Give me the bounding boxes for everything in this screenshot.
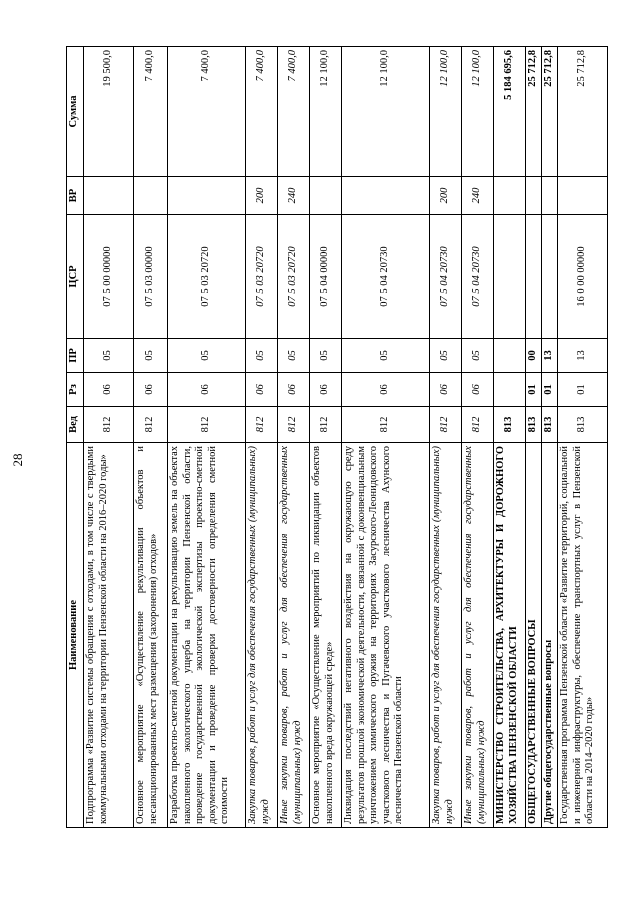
row-name: Основное мероприятие «Осуществление рекультивации объектов и несанкционированных мест размещения (захоронения) отходов» [134, 443, 168, 828]
header-row [67, 47, 84, 828]
header-csr: ЦСР [67, 215, 84, 339]
row-csr: 07 5 04 00000 [310, 215, 342, 339]
row-name: Подпрограмма «Развитие системы обращения с отходами, в том числе с твердыми коммунальными отходами на территории Пензенской области на 2016–2020 годы» [84, 443, 134, 828]
table-row [430, 47, 462, 828]
row-sum: 5 184 695,6 [494, 47, 526, 177]
row-sum: 25 712,8 [542, 47, 558, 177]
row-ved: 813 [542, 407, 558, 443]
table-row [494, 47, 526, 828]
table-row [526, 47, 542, 828]
row-ved: 812 [134, 407, 168, 443]
row-vr: 200 [246, 177, 278, 215]
row-name: Разработка проектно-сметной документации на рекультивацию земель на объектах накопленного экологического ущерба на территории Пензенской области, проведение государственной экологической экспертизы проектно-сметной документации и проведение проверки достоверности определения сметной стоимости [168, 443, 246, 828]
row-csr [542, 215, 558, 339]
row-rz: 01 [558, 373, 608, 407]
table-row [542, 47, 558, 828]
row-vr [558, 177, 608, 215]
row-name: Закупка товаров, работ и услуг для обеспечения государственных (муниципальных) нужд [246, 443, 278, 828]
row-sum: 25 712,8 [526, 47, 542, 177]
header-name: Наименование [67, 443, 84, 828]
table-row [134, 47, 168, 828]
page-number: 28 [10, 453, 25, 467]
header-ved: Вед [67, 407, 84, 443]
row-rz: 01 [542, 373, 558, 407]
row-ved: 812 [310, 407, 342, 443]
row-pr: 05 [342, 339, 430, 373]
table-row [310, 47, 342, 828]
row-csr [494, 215, 526, 339]
row-ved: 812 [342, 407, 430, 443]
row-csr: 07 5 04 20730 [430, 215, 462, 339]
table-row [84, 47, 134, 828]
row-rz: 06 [430, 373, 462, 407]
row-pr: 05 [310, 339, 342, 373]
row-vr [494, 177, 526, 215]
row-csr: 07 5 04 20730 [462, 215, 494, 339]
table-row [462, 47, 494, 828]
row-vr [134, 177, 168, 215]
header-vr: ВР [67, 177, 84, 215]
row-rz [494, 373, 526, 407]
row-pr: 05 [84, 339, 134, 373]
row-name: Основное мероприятие «Осуществление мероприятий по ликвидации объектов накопленного вреда окружающей среде» [310, 443, 342, 828]
row-sum: 12 100,0 [462, 47, 494, 177]
row-pr: 05 [134, 339, 168, 373]
row-csr [526, 215, 542, 339]
row-rz: 06 [84, 373, 134, 407]
row-csr: 07 5 00 00000 [84, 215, 134, 339]
row-sum: 12 100,0 [430, 47, 462, 177]
row-rz: 06 [342, 373, 430, 407]
row-ved: 812 [246, 407, 278, 443]
row-ved: 812 [462, 407, 494, 443]
header-rz: Рз [67, 373, 84, 407]
row-vr [310, 177, 342, 215]
row-pr: 05 [462, 339, 494, 373]
row-ved: 813 [494, 407, 526, 443]
row-sum: 7 400,0 [278, 47, 310, 177]
row-name: Закупка товаров, работ и услуг для обеспечения государственных (муниципальных) нужд [430, 443, 462, 828]
row-ved: 813 [526, 407, 542, 443]
rotated-table-container [66, 47, 595, 828]
row-csr: 16 0 00 00000 [558, 215, 608, 339]
row-sum: 7 400,0 [246, 47, 278, 177]
row-ved: 812 [168, 407, 246, 443]
row-vr [342, 177, 430, 215]
table-row [278, 47, 310, 828]
row-name: МИНИСТЕРСТВО СТРОИТЕЛЬСТВА, АРХИТЕКТУРЫ И ДОРОЖНОГО ХОЗЯЙСТВА ПЕНЗЕНСКОЙ ОБЛАСТИ [494, 443, 526, 828]
header-sum: Сумма [67, 47, 84, 177]
row-sum: 12 100,0 [310, 47, 342, 177]
row-pr: 00 [526, 339, 542, 373]
row-csr: 07 5 04 20730 [342, 215, 430, 339]
table-row [558, 47, 608, 828]
row-ved: 812 [84, 407, 134, 443]
row-vr [84, 177, 134, 215]
row-pr: 05 [246, 339, 278, 373]
row-name: Иные закупки товаров, работ и услуг для обеспечения государственных (муниципальных) нужд [278, 443, 310, 828]
table-row [246, 47, 278, 828]
row-vr [542, 177, 558, 215]
row-vr [168, 177, 246, 215]
row-vr [526, 177, 542, 215]
table-row [342, 47, 430, 828]
row-sum: 7 400,0 [134, 47, 168, 177]
row-ved: 812 [430, 407, 462, 443]
header-pr: ПР [67, 339, 84, 373]
row-name: ОБЩЕГОСУДАРСТВЕННЫЕ ВОПРОСЫ [526, 443, 542, 828]
row-rz: 06 [246, 373, 278, 407]
row-vr: 240 [278, 177, 310, 215]
row-pr: 13 [558, 339, 608, 373]
row-vr: 240 [462, 177, 494, 215]
row-csr: 07 5 03 20720 [246, 215, 278, 339]
row-ved: 813 [558, 407, 608, 443]
row-csr: 07 5 03 00000 [134, 215, 168, 339]
row-sum: 25 712,8 [558, 47, 608, 177]
row-pr [494, 339, 526, 373]
row-sum: 12 100,0 [342, 47, 430, 177]
row-name: Ликвидация последствий негативного воздействия на окружающую среду результатов прошлой экономической деятельности, связанной с доконвенциальным уничтожением химического оружия на территориях Засурского-Леонидовского участкового лесничества и Пугачевского участкового лесничества Ахунского лесничества Пензенской области [342, 443, 430, 828]
row-sum: 19 500,0 [84, 47, 134, 177]
row-vr: 200 [430, 177, 462, 215]
row-pr: 13 [542, 339, 558, 373]
row-rz: 06 [462, 373, 494, 407]
row-rz: 06 [278, 373, 310, 407]
row-rz: 06 [168, 373, 246, 407]
row-sum: 7 400,0 [168, 47, 246, 177]
row-rz: 01 [526, 373, 542, 407]
row-rz: 06 [134, 373, 168, 407]
row-name: Другие общегосударственные вопросы [542, 443, 558, 828]
row-name: Иные закупки товаров, работ и услуг для обеспечения государственных (муниципальных) нужд [462, 443, 494, 828]
row-csr: 07 5 03 20720 [168, 215, 246, 339]
row-pr: 05 [430, 339, 462, 373]
row-ved: 812 [278, 407, 310, 443]
budget-table [66, 46, 608, 828]
row-pr: 05 [278, 339, 310, 373]
row-pr: 05 [168, 339, 246, 373]
row-csr: 07 5 03 20720 [278, 215, 310, 339]
table-row [168, 47, 246, 828]
row-rz: 06 [310, 373, 342, 407]
row-name: Государственная программа Пензенской области «Развитие территорий, социальной и инженерной инфраструктуры, обеспечение транспортных услуг в Пензенской области на 2014–2020 годы» [558, 443, 608, 828]
